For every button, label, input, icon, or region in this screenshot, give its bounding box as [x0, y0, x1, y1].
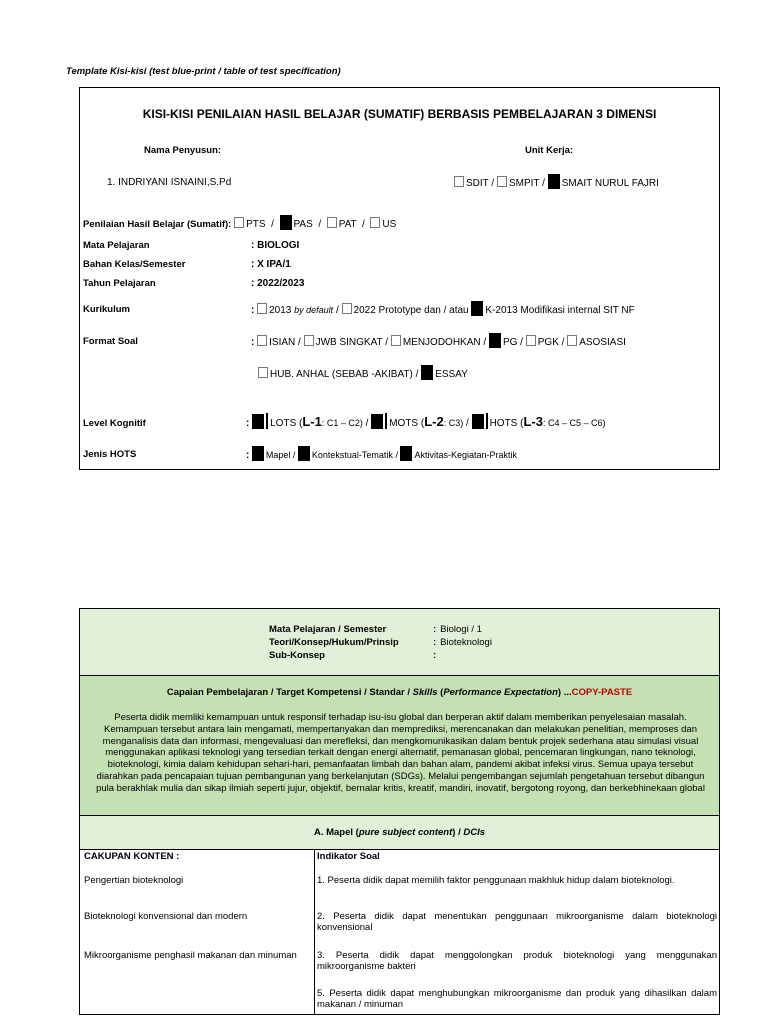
kelas-value: : X IPA/1: [251, 259, 291, 270]
indikator-item: 2. Peserta didik dapat menentukan penggunaan mikroorganisme dalam bioteknologi konvensional: [317, 911, 717, 933]
unit-kerja-options: SDIT / SMPIT / SMAIT NURUL FAJRI: [454, 174, 659, 189]
penilaian-row: Penilaian Hasil Belajar (Sumatif): PTS / PAS / PAT / US: [83, 215, 396, 230]
kurikulum-label: Kurikulum: [83, 304, 130, 315]
form-title: KISI-KISI PENILAIAN HASIL BELAJAR (SUMATIF) BERBASIS PEMBELAJARAN 3 DIMENSI: [142, 107, 657, 121]
mots-checkbox[interactable]: [371, 414, 383, 429]
cp-title-copy-paste: COPY-PASTE: [571, 687, 633, 698]
lots-mark: [266, 413, 268, 429]
nama-penyusun-value: 1. INDRIYANI ISNAINI,S.Pd: [107, 177, 232, 188]
menjodohkan-label: MENJODOHKAN: [402, 337, 481, 348]
pas-label: PAS: [293, 219, 313, 230]
cp-title-pe: Performance Expectation: [443, 687, 558, 698]
hots-aktivitas-label: Aktivitas-Kegiatan-Praktik: [414, 450, 517, 460]
jenis-hots-options: : Mapel / Kontekstual-Tematik / Aktivitas-Kegiatan-Praktik: [246, 446, 517, 461]
pat-checkbox[interactable]: [327, 217, 337, 228]
unit-sdit-checkbox[interactable]: [454, 176, 464, 187]
hots-mark: [486, 413, 488, 429]
lots-range: : C1 – C2): [321, 418, 363, 428]
capaian-section: [80, 676, 719, 816]
jenis-hots-label: Jenis HOTS: [83, 449, 137, 460]
caption-suffix: ): [337, 66, 341, 77]
template-caption: [66, 66, 341, 77]
column-divider: [314, 850, 315, 1015]
isian-label: ISIAN: [269, 337, 296, 348]
cp-title-mid: (: [437, 687, 444, 698]
unit-sdit-label: SDIT: [466, 178, 489, 189]
cp-title-end: ) ...: [557, 687, 572, 698]
level-options: : LOTS (L-1: C1 – C2) / MOTS (L-2: C3) / HOTS (L-3: C4 – C5 – C6): [246, 414, 606, 429]
hots-checkbox[interactable]: [472, 414, 484, 429]
hots-range: : C4 – C5 – C6): [542, 418, 606, 428]
indikator-header: Indikator Soal: [317, 851, 380, 862]
unit-smait-label: SMAIT NURUL FAJRI: [561, 178, 659, 189]
format-label: Format Soal: [83, 336, 138, 347]
pgk-checkbox[interactable]: [526, 335, 536, 346]
header-form: [79, 87, 720, 470]
lots-code: L-1: [302, 414, 322, 429]
section-a-suffix: ) /: [452, 827, 464, 838]
mots-code: L-2: [424, 414, 444, 429]
k2013-label: 2013: [269, 305, 292, 316]
k2013-sit-checkbox[interactable]: [471, 301, 483, 316]
cakupan-item: Pengertian bioteknologi: [84, 875, 184, 886]
lots-name: LOTS (: [270, 418, 303, 429]
section-a: [80, 816, 719, 850]
cp-title-skills: Skills: [412, 687, 438, 698]
pg-label: PG: [502, 337, 518, 348]
mapel-value: : BIOLOGI: [251, 240, 300, 251]
kurikulum-options: : 2013 by default / 2022 Prototype dan / atau K-2013 Modifikasi internal SIT NF: [251, 301, 635, 316]
mapel-label: Mata Pelajaran: [83, 240, 150, 251]
meta-block: Mata Pelajaran / Semester : Biologi / 1 Teori/Konsep/Hukum/Prinsip : Bioteknologi Sub-Konsep :: [269, 624, 492, 661]
asosiasi-label: ASOSIASI: [579, 337, 626, 348]
meta-teori-value: Bioteknologi: [440, 637, 492, 648]
hots-kontekstual-checkbox[interactable]: [298, 446, 310, 461]
mots-range: : C3): [443, 418, 464, 428]
unit-smpit-checkbox[interactable]: [497, 176, 507, 187]
pgk-label: PGK: [537, 337, 559, 348]
meta-mapel-label: Mata Pelajaran / Semester: [269, 624, 387, 635]
mots-name: MOTS (: [389, 418, 425, 429]
k2013-sit-label: K-2013 Modifikasi internal SIT NF: [485, 305, 635, 316]
jwb-singkat-label: JWB SINGKAT: [315, 337, 383, 348]
indikator-item: 3. Peserta didik dapat menggolongkan produk bioteknologi yang menggunakan mikroorganisme bakteri: [317, 950, 717, 972]
section-a-dci: DCIs: [463, 827, 486, 838]
tahun-value: : 2022/2023: [251, 278, 305, 289]
unit-smait-checkbox[interactable]: [548, 174, 560, 189]
hots-aktivitas-checkbox[interactable]: [400, 446, 412, 461]
content-table: [79, 608, 720, 1015]
format-options-row1: : ISIAN / JWB SINGKAT / MENJODOHKAN / PG / PGK / ASOSIASI: [251, 333, 626, 348]
cakupan-item: Mikroorganisme penghasil makanan dan minuman: [84, 950, 297, 961]
essay-checkbox[interactable]: [421, 365, 433, 380]
us-checkbox[interactable]: [370, 217, 380, 228]
pg-checkbox[interactable]: [489, 333, 501, 348]
nama-penyusun-label: Nama Penyusun:: [144, 145, 222, 156]
meta-teori-label: Teori/Konsep/Hukum/Prinsip: [269, 637, 399, 648]
level-label: Level Kognitif: [83, 418, 146, 429]
mots-mark: [385, 413, 387, 429]
hots-kontekstual-label: Kontekstual-Tematik: [311, 450, 393, 460]
hots-code: L-3: [523, 414, 543, 429]
k2022-checkbox[interactable]: [342, 303, 352, 314]
lots-checkbox[interactable]: [252, 414, 264, 429]
meta-mapel-value: Biologi / 1: [440, 624, 482, 635]
essay-label: ESSAY: [435, 369, 468, 380]
asosiasi-checkbox[interactable]: [567, 335, 577, 346]
unit-kerja-label: Unit Kerja:: [525, 145, 574, 156]
penilaian-label: Penilaian Hasil Belajar (Sumatif):: [83, 219, 232, 230]
content-grid: [80, 850, 719, 1015]
pat-label: PAT: [338, 219, 357, 230]
hots-mapel-label: Mapel: [265, 450, 291, 460]
pts-checkbox[interactable]: [234, 217, 244, 228]
cakupan-item: Bioteknologi konvensional dan modern: [84, 911, 248, 922]
indikator-item: 5. Peserta didik dapat menghubungkan mikroorganisme dan produk yang dihasilkan dalam makanan / minuman: [317, 988, 717, 1010]
pas-checkbox[interactable]: [280, 215, 292, 230]
caption-prefix: Template Kisi-kisi (: [66, 66, 153, 77]
tahun-label: Tahun Pelajaran: [83, 278, 156, 289]
kelas-label: Bahan Kelas/Semester: [83, 259, 186, 270]
us-label: US: [382, 219, 397, 230]
capaian-title: [80, 687, 719, 698]
cp-title-prefix: Capaian Pembelajaran / Target Kompetensi / Standar /: [166, 687, 413, 698]
hots-name: HOTS (: [489, 418, 524, 429]
k2022-label: 2022 Prototype dan / atau: [353, 305, 469, 316]
unit-smpit-label: SMPIT: [508, 178, 540, 189]
table-meta: [80, 609, 719, 676]
section-a-prefix: A. Mapel (: [313, 827, 359, 838]
cakupan-header: CAKUPAN KONTEN :: [84, 851, 180, 862]
caption-italic: test blue-print / table of test specification: [152, 66, 338, 77]
section-a-italic: pure subject content: [358, 827, 453, 838]
section-a-title: [80, 827, 719, 838]
hub-anhal-label: HUB. ANHAL (SEBAB -AKIBAT): [270, 369, 413, 380]
menjodohkan-checkbox[interactable]: [391, 335, 401, 346]
format-options-row2: HUB. ANHAL (SEBAB -AKIBAT) / ESSAY: [258, 365, 468, 380]
k2013-checkbox[interactable]: [257, 303, 267, 314]
meta-subkonsep-label: Sub-Konsep: [269, 650, 325, 661]
indikator-item: 1. Peserta didik dapat memilih faktor penggunaan makhluk hidup dalam bioteknologi.: [317, 875, 675, 886]
jwb-singkat-checkbox[interactable]: [304, 335, 314, 346]
hots-mapel-checkbox[interactable]: [252, 446, 264, 461]
isian-checkbox[interactable]: [257, 335, 267, 346]
pts-label: PTS: [246, 219, 266, 230]
hub-anhal-checkbox[interactable]: [258, 367, 268, 378]
capaian-text: Peserta didik memliki kemampuan untuk responsif terhadap isu-isu global dan berperan aktif dalam memberikan penyelesaian masalah. Kemampuan tersebut antara lain mengamati, mempertanyakan dan memprediksi, merencanakan dan melakukan penelitian, memproses dan menganalisis data dan informasi, mengevaluasi dan merefleksi, dan mengkomunikasikan dalam bentuk projek sederhana atau simulasi visual menggunakan aplikasi teknologi yang tersedian terkait dengan energi alternatif, pemanasan global, pencemaran lingkungan, nano teknologi, bioteknologi, kimia dalam kehidupan sehari-hari, pemanfaatan limbah dan bahan alam, pandemi akibat infeksi virus. Semua upaya tersebut diarahkan pada pencapaian tujuan pembangunan yang berkelanjutan (SDGs). Melalui pengembangan sejumlah pengetahuan tersebut dibangun pula berakhlak mulia dan sikap ilmiah seperti jujur, objektif, bernalar kritis, kreatif, mandiri, inovatif, bergotong royong, dan berkebhinekaan global: [96, 712, 705, 794]
k2013-note: by default: [294, 305, 334, 315]
